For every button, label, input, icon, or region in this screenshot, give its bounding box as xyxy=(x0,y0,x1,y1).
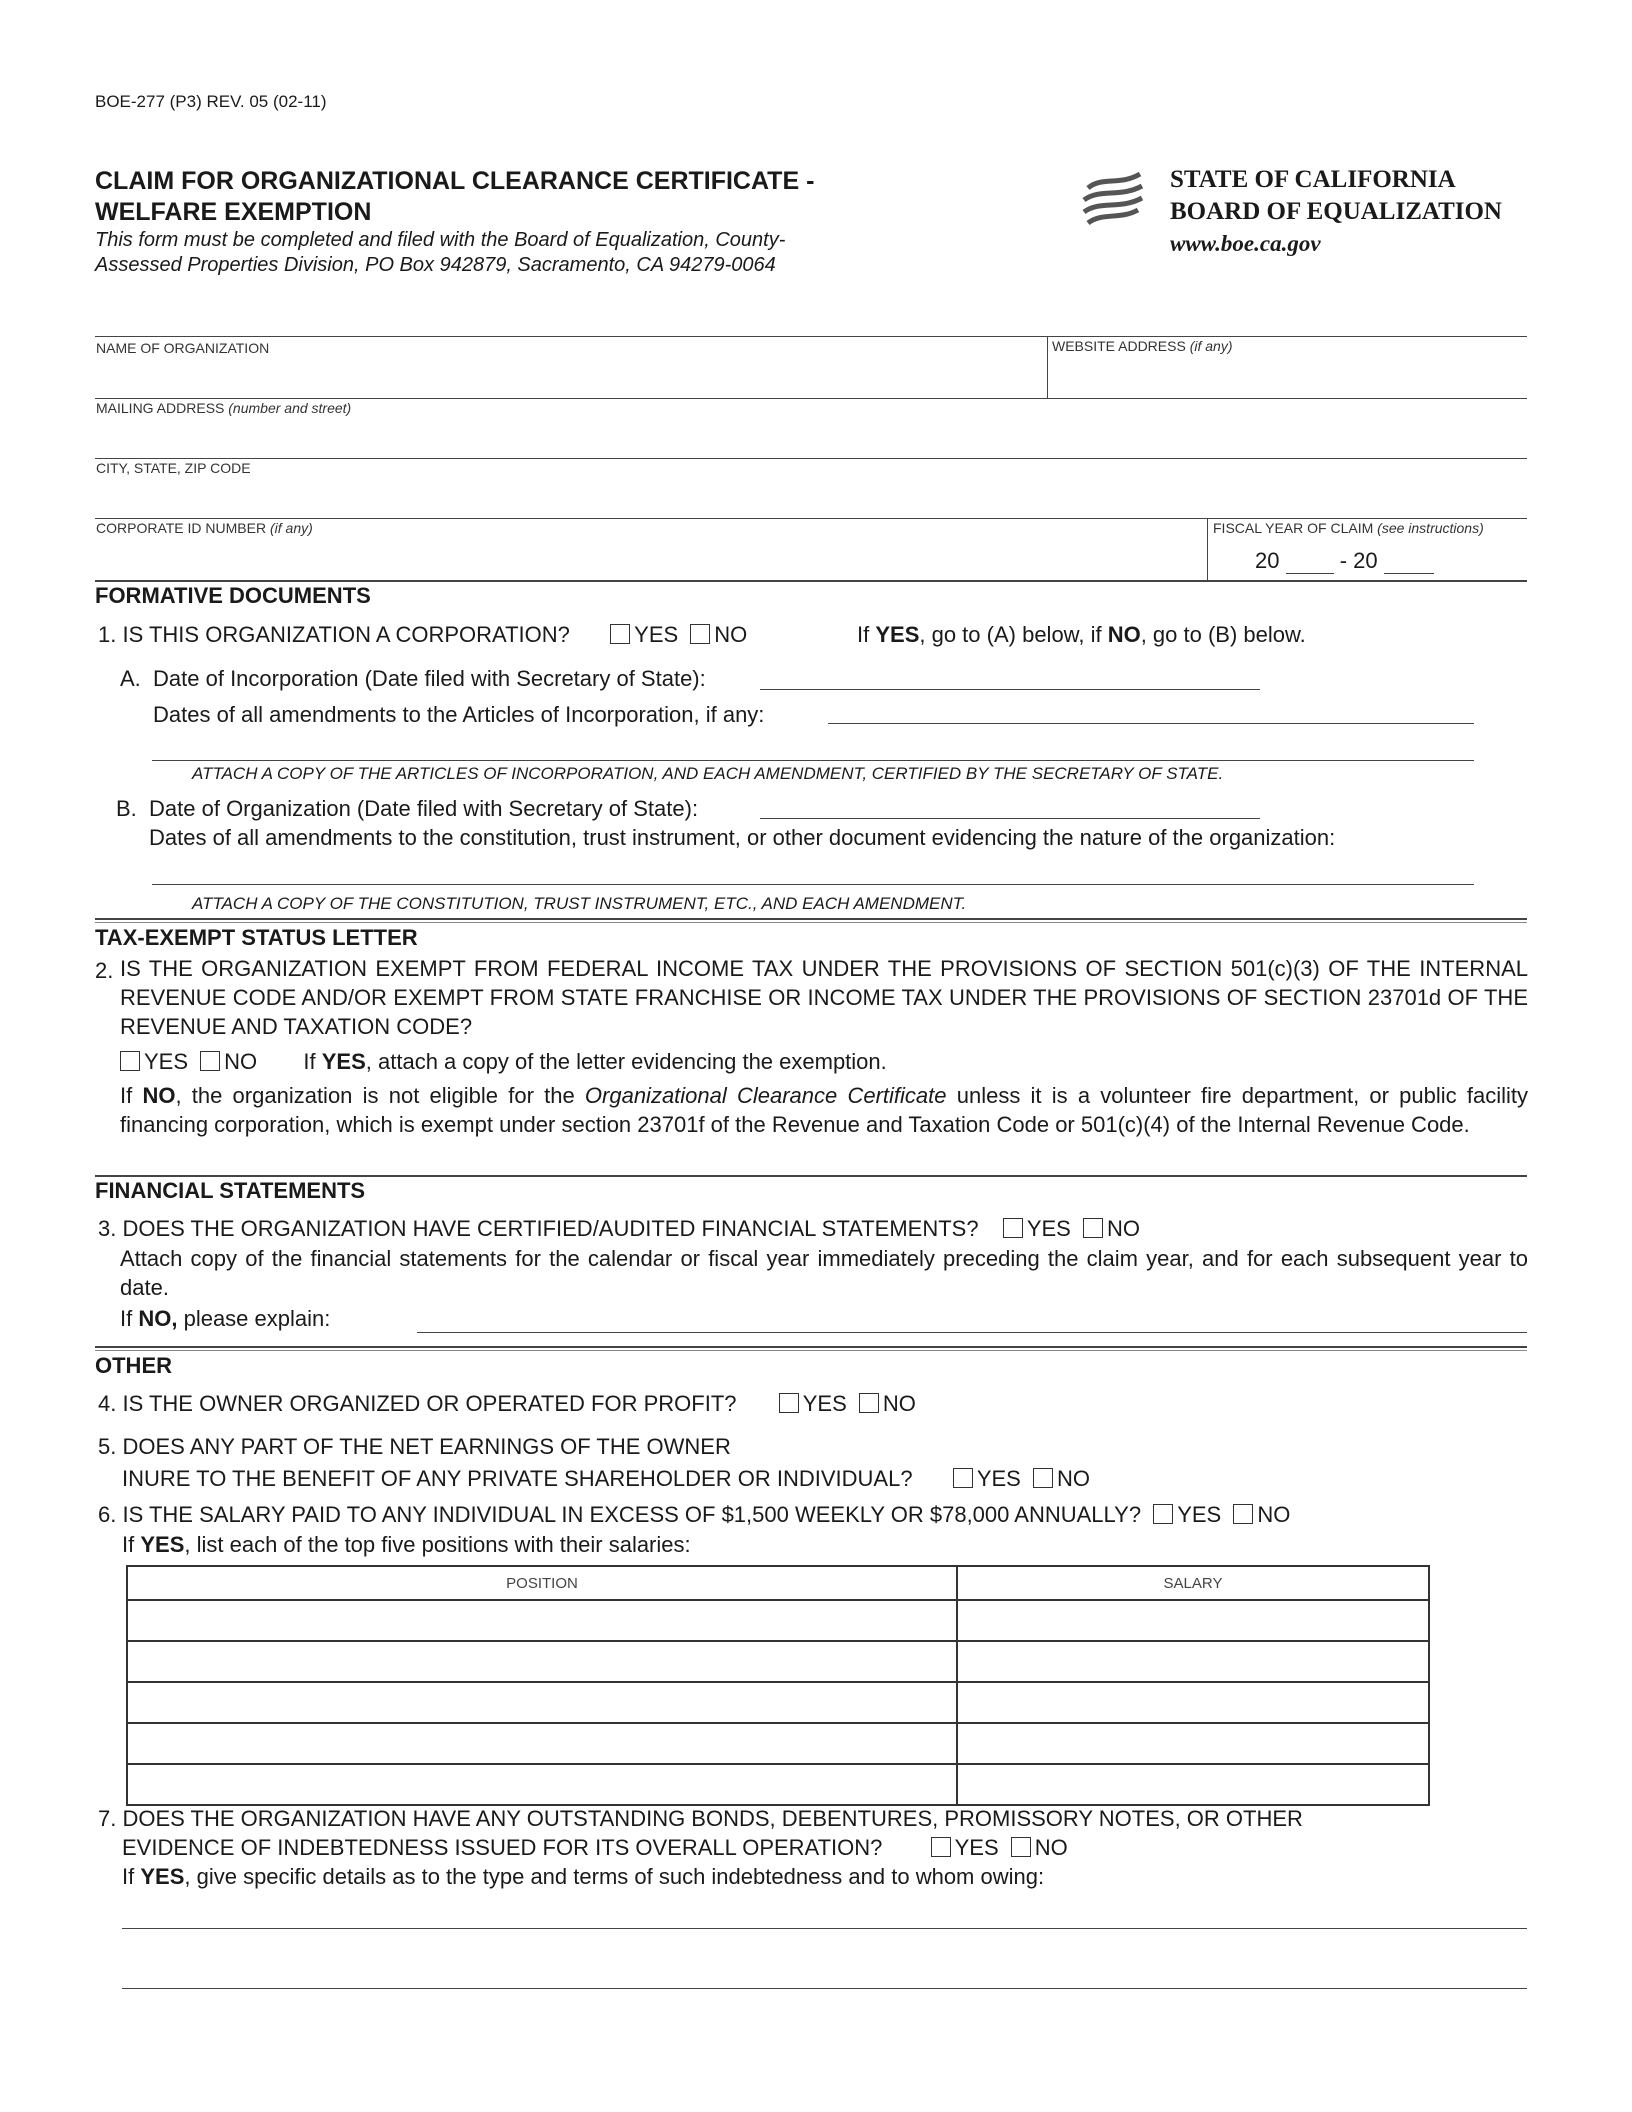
q3-if-no-label: If NO, please explain: xyxy=(120,1306,331,1331)
q2-yes-checkbox[interactable] xyxy=(120,1051,140,1071)
question-5: 5. DOES ANY PART OF THE NET EARNINGS OF THE OWNER INURE TO THE BENEFIT OF ANY PRIVATE SHAREHOLDER OR INDIVIDUAL? YES NO xyxy=(98,1434,1090,1491)
q3-explain-field[interactable] xyxy=(417,1332,1527,1333)
q4-yes-checkbox[interactable] xyxy=(779,1393,799,1413)
table-row xyxy=(127,1723,1429,1764)
salary-cell[interactable] xyxy=(957,1641,1429,1682)
section-formative-documents: FORMATIVE DOCUMENTS xyxy=(95,583,371,608)
salary-cell[interactable] xyxy=(957,1723,1429,1764)
section-tax-exempt-status: TAX-EXEMPT STATUS LETTER xyxy=(95,925,418,950)
q2-if-no-note: If NO, the organization is not eligible for the Organizational Clearance Certificate unless it is a volunteer fire department, or public facility financing corporation, which is exempt under section 23701f of the Revenue and Taxation Code or 501(c)(4) of the Internal Revenue Code. xyxy=(120,1083,1528,1137)
table-row xyxy=(127,1764,1429,1805)
mailing-address-field[interactable] xyxy=(100,420,1520,456)
corporate-id-field[interactable] xyxy=(100,540,1200,576)
q3-no-checkbox[interactable] xyxy=(1083,1218,1103,1238)
section-other: OTHER xyxy=(95,1353,172,1378)
page-title xyxy=(95,166,814,228)
form-id: BOE-277 (P3) REV. 05 (02-11) xyxy=(95,92,327,111)
q1a-incorporation-date-field[interactable] xyxy=(760,669,1260,690)
q1b-amendments-line[interactable] xyxy=(152,884,1474,885)
fiscal-year-field[interactable]: 20 - 20 xyxy=(1255,548,1434,574)
q2-no-checkbox[interactable] xyxy=(200,1051,220,1071)
agency-line-2: BOARD OF EQUALIZATION xyxy=(1170,198,1502,225)
q2-number: 2. xyxy=(95,958,114,983)
q7-details-line-2[interactable] xyxy=(122,1988,1527,1989)
q7-if-yes-note: If YES, give specific details as to the type and terms of such indebtedness and to whom owing: xyxy=(122,1864,1045,1889)
question-7: 7. DOES THE ORGANIZATION HAVE ANY OUTSTANDING BONDS, DEBENTURES, PROMISSORY NOTES, OR OTHER EVIDENCE OF INDEBTEDNESS ISSUED FOR ITS OVERALL OPERATION? YES NO xyxy=(98,1806,1303,1860)
website-label: WEBSITE ADDRESS (if any) xyxy=(1052,338,1233,354)
position-cell[interactable] xyxy=(127,1764,957,1805)
q1-instructions: If YES, go to (A) below, if NO, go to (B) below. xyxy=(857,622,1306,647)
fiscal-year-label: FISCAL YEAR OF CLAIM (see instructions) xyxy=(1213,520,1484,536)
position-cell[interactable] xyxy=(127,1682,957,1723)
q1a-attach-note: ATTACH A COPY OF THE ARTICLES OF INCORPORATION, AND EACH AMENDMENT, CERTIFIED BY THE SECRETARY OF STATE. xyxy=(192,764,1224,783)
question-3: 3. DOES THE ORGANIZATION HAVE CERTIFIED/AUDITED FINANCIAL STATEMENTS? YES NO xyxy=(98,1216,1140,1241)
q1a-amendments-field[interactable] xyxy=(828,703,1474,724)
corporate-id-label: CORPORATE ID NUMBER (if any) xyxy=(96,520,313,536)
subtitle-line-1: This form must be completed and filed with the Board of Equalization, County- xyxy=(95,229,786,251)
q5-yes-checkbox[interactable] xyxy=(953,1468,973,1488)
section-financial-statements: FINANCIAL STATEMENTS xyxy=(95,1178,366,1203)
q1b-organization-date-field[interactable] xyxy=(760,798,1260,819)
q4-no-checkbox[interactable] xyxy=(859,1393,879,1413)
question-1: 1. IS THIS ORGANIZATION A CORPORATION? YES NO xyxy=(98,622,748,647)
q6-no-checkbox[interactable] xyxy=(1233,1504,1253,1524)
q2-answer-row: YES NO If YES, attach a copy of the letter evidencing the exemption. xyxy=(114,1049,887,1075)
q6-if-yes-note: If YES, list each of the top five positions with their salaries: xyxy=(122,1532,691,1557)
question-2: IS THE ORGANIZATION EXEMPT FROM FEDERAL INCOME TAX UNDER THE PROVISIONS OF SECTION 501(c)(3) OF THE INTERNAL REVENUE CODE AND/OR EXEMPT FROM STATE FRANCHISE OR INCOME TAX UNDER THE PROVISIONS OF SECTION 23701d OF THE REVENUE AND TAXATION CODE? xyxy=(120,956,1528,1039)
q5-no-checkbox[interactable] xyxy=(1033,1468,1053,1488)
q1b-organization-date: B. Date of Organization (Date filed with Secretary of State): xyxy=(116,796,699,821)
position-column-header: POSITION xyxy=(127,1566,957,1600)
position-cell[interactable] xyxy=(127,1723,957,1764)
q3-yes-checkbox[interactable] xyxy=(1003,1218,1023,1238)
salary-cell[interactable] xyxy=(957,1764,1429,1805)
org-name-label: NAME OF ORGANIZATION xyxy=(96,340,270,356)
table-row xyxy=(127,1641,1429,1682)
q1a-amendments-line-2[interactable] xyxy=(152,760,1474,761)
q7-yes-checkbox[interactable] xyxy=(931,1837,951,1857)
question-4: 4. IS THE OWNER ORGANIZED OR OPERATED FOR PROFIT? YES NO xyxy=(98,1391,916,1416)
mailing-address-label: MAILING ADDRESS (number and street) xyxy=(96,400,352,416)
q7-details-line-1[interactable] xyxy=(122,1928,1527,1929)
position-cell[interactable] xyxy=(127,1600,957,1641)
agency-line-1: STATE OF CALIFORNIA xyxy=(1170,166,1456,193)
q1a-incorporation-date: A. Date of Incorporation (Date filed with Secretary of State): xyxy=(120,666,706,691)
q1b-attach-note: ATTACH A COPY OF THE CONSTITUTION, TRUST INSTRUMENT, ETC., AND EACH AMENDMENT. xyxy=(192,894,967,913)
website-field[interactable] xyxy=(1055,360,1525,394)
q1-yes-checkbox[interactable] xyxy=(610,624,630,644)
q3-attach-note: Attach copy of the financial statements for the calendar or fiscal year immediately preceding the claim year, and for each subsequent year to date. xyxy=(120,1246,1528,1300)
org-name-field[interactable] xyxy=(100,360,1040,394)
title-line-1: CLAIM FOR ORGANIZATIONAL CLEARANCE CERTIFICATE - xyxy=(95,167,815,195)
subtitle-line-2: Assessed Properties Division, PO Box 942879, Sacramento, CA 94279-0064 xyxy=(95,254,776,276)
salary-table xyxy=(126,1565,1430,1806)
salary-table-header xyxy=(127,1566,1429,1600)
question-6: 6. IS THE SALARY PAID TO ANY INDIVIDUAL IN EXCESS OF $1,500 WEEKLY OR $78,000 ANNUALLY? YES NO xyxy=(98,1502,1291,1527)
salary-cell[interactable] xyxy=(957,1600,1429,1641)
agency-block xyxy=(1170,164,1502,260)
salary-column-header: SALARY xyxy=(957,1566,1429,1600)
q6-yes-checkbox[interactable] xyxy=(1153,1504,1173,1524)
title-line-2: WELFARE EXEMPTION xyxy=(95,198,372,226)
salary-cell[interactable] xyxy=(957,1682,1429,1723)
agency-website[interactable]: www.boe.ca.gov xyxy=(1170,231,1321,256)
q1b-amendments-label: Dates of all amendments to the constitution, trust instrument, or other document evidencing the nature of the organization: xyxy=(149,825,1336,850)
q1-no-checkbox[interactable] xyxy=(690,624,710,644)
q7-no-checkbox[interactable] xyxy=(1011,1837,1031,1857)
city-state-zip-field[interactable] xyxy=(100,480,1520,516)
city-state-zip-label: CITY, STATE, ZIP CODE xyxy=(96,460,251,476)
filing-instructions xyxy=(95,228,785,278)
q1a-amendments-label: Dates of all amendments to the Articles of Incorporation, if any: xyxy=(153,702,765,727)
position-cell[interactable] xyxy=(127,1641,957,1682)
table-row xyxy=(127,1682,1429,1723)
boe-logo-icon xyxy=(1080,170,1146,226)
table-row xyxy=(127,1600,1429,1641)
